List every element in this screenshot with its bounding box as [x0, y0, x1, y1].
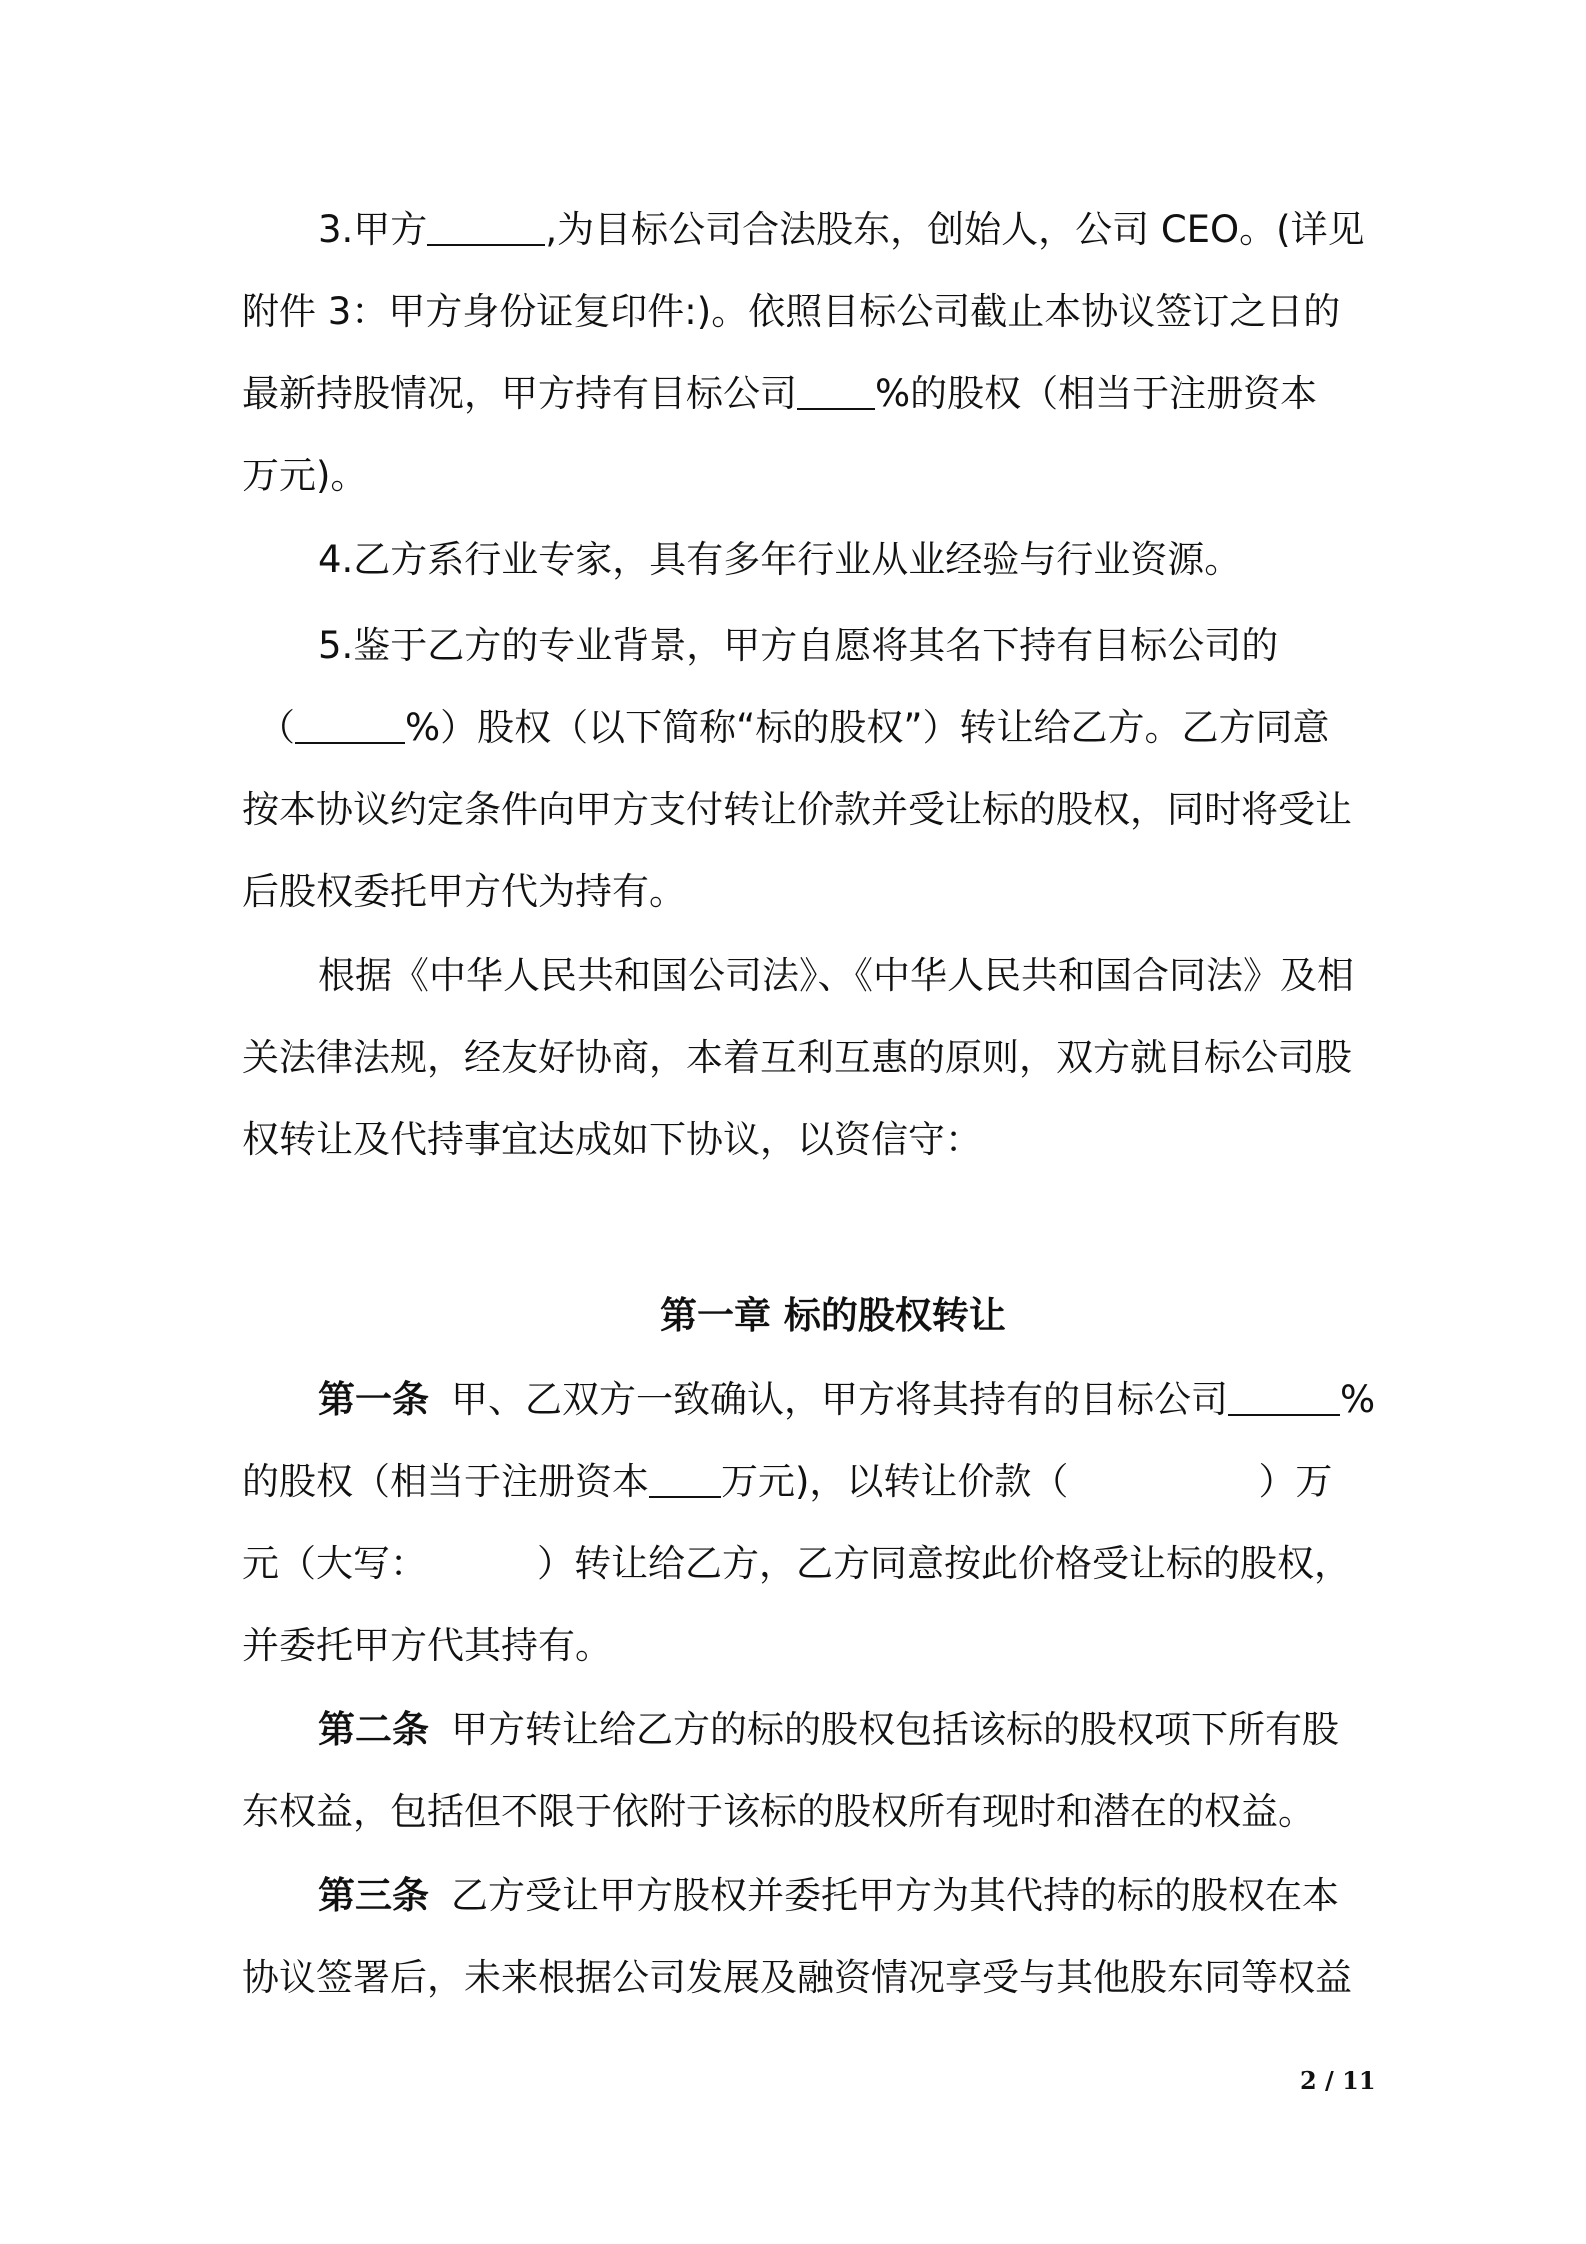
- article-1-line-1: [318, 1376, 1375, 1424]
- paragraph-3-line-2: 附件 3：甲方身份证复印件:)。依照目标公司截止本协议签订之日的: [242, 290, 1341, 333]
- text: ,为目标公司合法股东，创始人，公司 CEO。(详见: [545, 208, 1365, 251]
- text: ）万: [1258, 1460, 1333, 1503]
- blank-field: [797, 378, 875, 410]
- page-number: 2 / 11: [1300, 2066, 1376, 2095]
- paragraph-6-line-3: 权转让及代持事宜达成如下协议，以资信守：: [242, 1118, 982, 1161]
- article-label: 第一条: [318, 1378, 429, 1421]
- article-1-line-4: 并委托甲方代其持有。: [242, 1624, 612, 1667]
- article-2-line-2: 东权益，包括但不限于依附于该标的股权所有现时和潜在的权益。: [242, 1790, 1315, 1833]
- text: 甲、乙双方一致确认，甲方将其持有的目标公司: [451, 1378, 1228, 1421]
- article-2-line-1: [318, 1706, 1339, 1754]
- paragraph-3-line-3: [242, 370, 1317, 418]
- paragraph-6-line-2: 关法律法规，经友好协商，本着互利互惠的原则，双方就目标公司股: [242, 1036, 1352, 1079]
- article-label: 第三条: [318, 1874, 429, 1917]
- text: 乙方受让甲方股权并委托甲方为其代持的标的股权在本: [451, 1874, 1339, 1917]
- article-1-line-2: [242, 1458, 1332, 1506]
- article-3-line-1: [318, 1872, 1339, 1920]
- blank-field: [295, 712, 405, 744]
- article-3-line-2: 协议签署后，未来根据公司发展及融资情况享受与其他股东同等权益: [242, 1956, 1352, 1999]
- paragraph-4-line-1: 4.乙方系行业专家，具有多年行业从业经验与行业资源。: [318, 538, 1242, 581]
- paragraph-5-line-2: [258, 704, 1330, 752]
- text: 甲方转让给乙方的标的股权包括该标的股权项下所有股: [451, 1708, 1339, 1751]
- chapter-title: 第一章 标的股权转让: [660, 1294, 1006, 1337]
- paragraph-5-line-3: 按本协议约定条件向甲方支付转让价款并受让标的股权，同时将受让: [242, 788, 1352, 831]
- blank-field: [427, 214, 545, 246]
- article-1-line-3: [242, 1540, 1351, 1588]
- text: ）转让给乙方，乙方同意按此价格受让标的股权，: [537, 1542, 1351, 1585]
- text: （: [258, 706, 295, 749]
- text: 元（大写：: [242, 1542, 427, 1585]
- paragraph-5-line-1: 5.鉴于乙方的专业背景，甲方自愿将其名下持有目标公司的: [318, 624, 1279, 667]
- text: 最新持股情况，甲方持有目标公司: [242, 372, 797, 415]
- blank-field: [1228, 1384, 1340, 1416]
- text: %）股权（以下简称“标的股权”）转让给乙方。乙方同意: [405, 706, 1330, 749]
- article-label: 第二条: [318, 1708, 429, 1751]
- text: 万元)，以转让价款（: [721, 1460, 1069, 1503]
- text: %的股权（相当于注册资本: [875, 372, 1318, 415]
- paragraph-3-line-4: 万元)。: [242, 454, 368, 497]
- paragraph-3-line-1: [318, 206, 1365, 254]
- text: %: [1340, 1378, 1376, 1421]
- paragraph-6-line-1: 根据《中华人民共和国公司法》、《中华人民共和国合同法》及相: [318, 954, 1354, 997]
- paragraph-5-line-4: 后股权委托甲方代为持有。: [242, 870, 686, 913]
- text: 的股权（相当于注册资本: [242, 1460, 649, 1503]
- blank-field: [649, 1466, 721, 1498]
- text: 3.甲方: [318, 208, 428, 251]
